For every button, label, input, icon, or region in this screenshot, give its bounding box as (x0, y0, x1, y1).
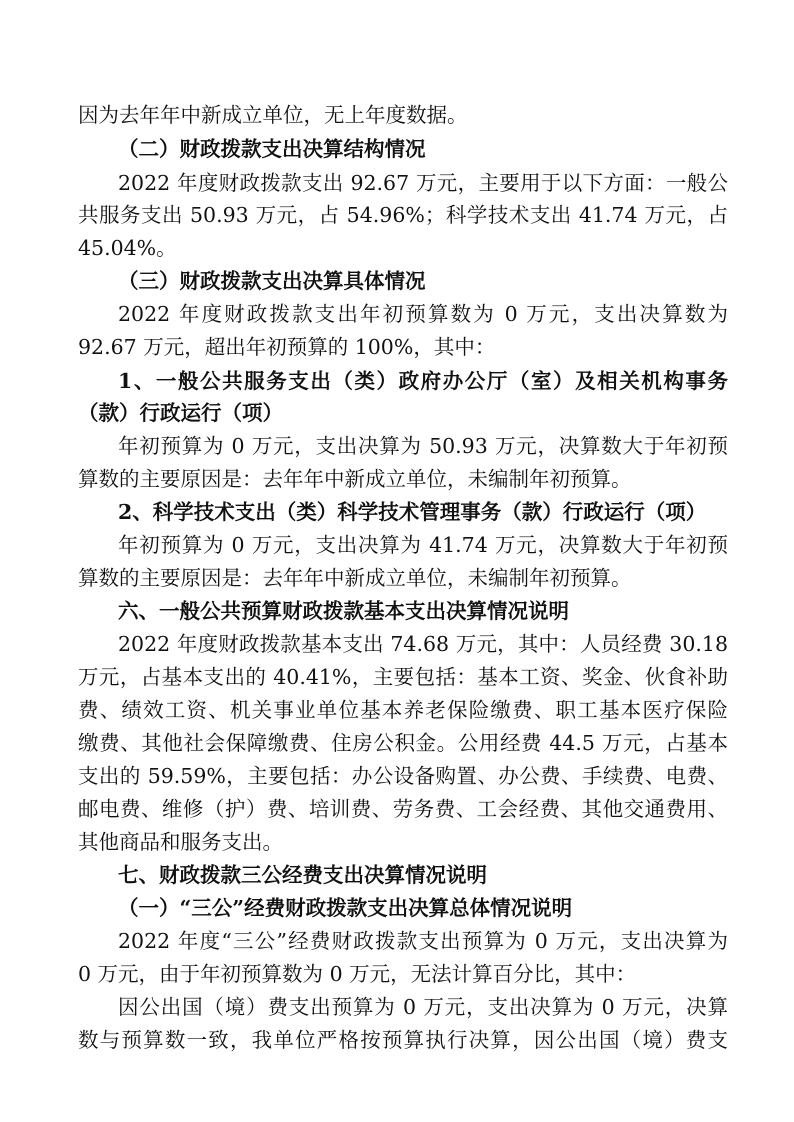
section-heading: （三）财政拨款支出决算具体情况 (118, 269, 426, 293)
section-heading: （款）行政运行（项） (78, 401, 283, 425)
paragraph-line: 2022 年度财政拨款支出 92.67 万元，主要用于以下方面：一般公 (118, 171, 728, 195)
paragraph-line: 0 万元，由于年初预算数为 0 万元，无法计算百分比，其中： (78, 962, 637, 986)
paragraph-line: 缴费、其他社会保障缴费、住房公积金。公用经费 44.5 万元，占基本 (78, 731, 728, 755)
paragraph-line: 共服务支出 50.93 万元，占 54.96%；科学技术支出 41.74 万元，占 (78, 203, 728, 227)
section-heading: （二）财政拨款支出决算结构情况 (118, 137, 426, 161)
paragraph-line: 2022 年度财政拨款支出年初预算数为 0 万元，支出决算数为 (118, 302, 728, 326)
section-heading: 2、科学技术支出（类）科学技术管理事务（款）行政运行（项） (118, 500, 707, 524)
paragraph-line: 因公出国（境）费支出预算为 0 万元，支出决算为 0 万元，决算 (118, 995, 728, 1019)
paragraph-line: 年初预算为 0 万元，支出决算为 41.74 万元，决算数大于年初预 (118, 533, 728, 557)
paragraph-line: 算数的主要原因是：去年年中新成立单位，未编制年初预算。 (78, 467, 632, 491)
section-heading: 六、一般公共预算财政拨款基本支出决算情况说明 (118, 599, 569, 623)
paragraph-line: 因为去年年中新成立单位，无上年度数据。 (78, 103, 468, 127)
paragraph-line: 支出的 59.59%，主要包括：办公设备购置、办公费、手续费、电费、 (78, 764, 728, 788)
paragraph-line: 2022 年度财政拨款基本支出 74.68 万元，其中：人员经费 30.18 (118, 632, 728, 656)
paragraph-line: 数与预算数一致，我单位严格按预算执行决算，因公出国（境）费支 (78, 1028, 728, 1052)
paragraph-line: 费、绩效工资、机关事业单位基本养老保险缴费、职工基本医疗保险 (78, 698, 728, 722)
section-heading: 七、财政拨款三公经费支出决算情况说明 (118, 863, 487, 887)
paragraph-line: 万元，占基本支出的 40.41%，主要包括：基本工资、奖金、伙食补助 (78, 665, 728, 689)
section-heading: （一）“三公”经费财政拨款支出决算总体情况说明 (118, 896, 573, 920)
section-heading: 1、一般公共服务支出（类）政府办公厅（室）及相关机构事务 (118, 369, 728, 393)
paragraph-line: 2022 年度“三公”经费财政拨款支出预算为 0 万元，支出决算为 (118, 929, 728, 953)
paragraph-line: 92.67 万元，超出年初预算的 100%，其中： (78, 335, 496, 359)
paragraph-line: 45.04%。 (78, 236, 177, 260)
paragraph-line: 算数的主要原因是：去年年中新成立单位，未编制年初预算。 (78, 566, 632, 590)
paragraph-line: 邮电费、维修（护）费、培训费、劳务费、工会经费、其他交通费用、 (78, 797, 728, 821)
paragraph-line: 年初预算为 0 万元，支出决算为 50.93 万元，决算数大于年初预 (118, 434, 728, 458)
paragraph-line: 其他商品和服务支出。 (78, 830, 283, 854)
